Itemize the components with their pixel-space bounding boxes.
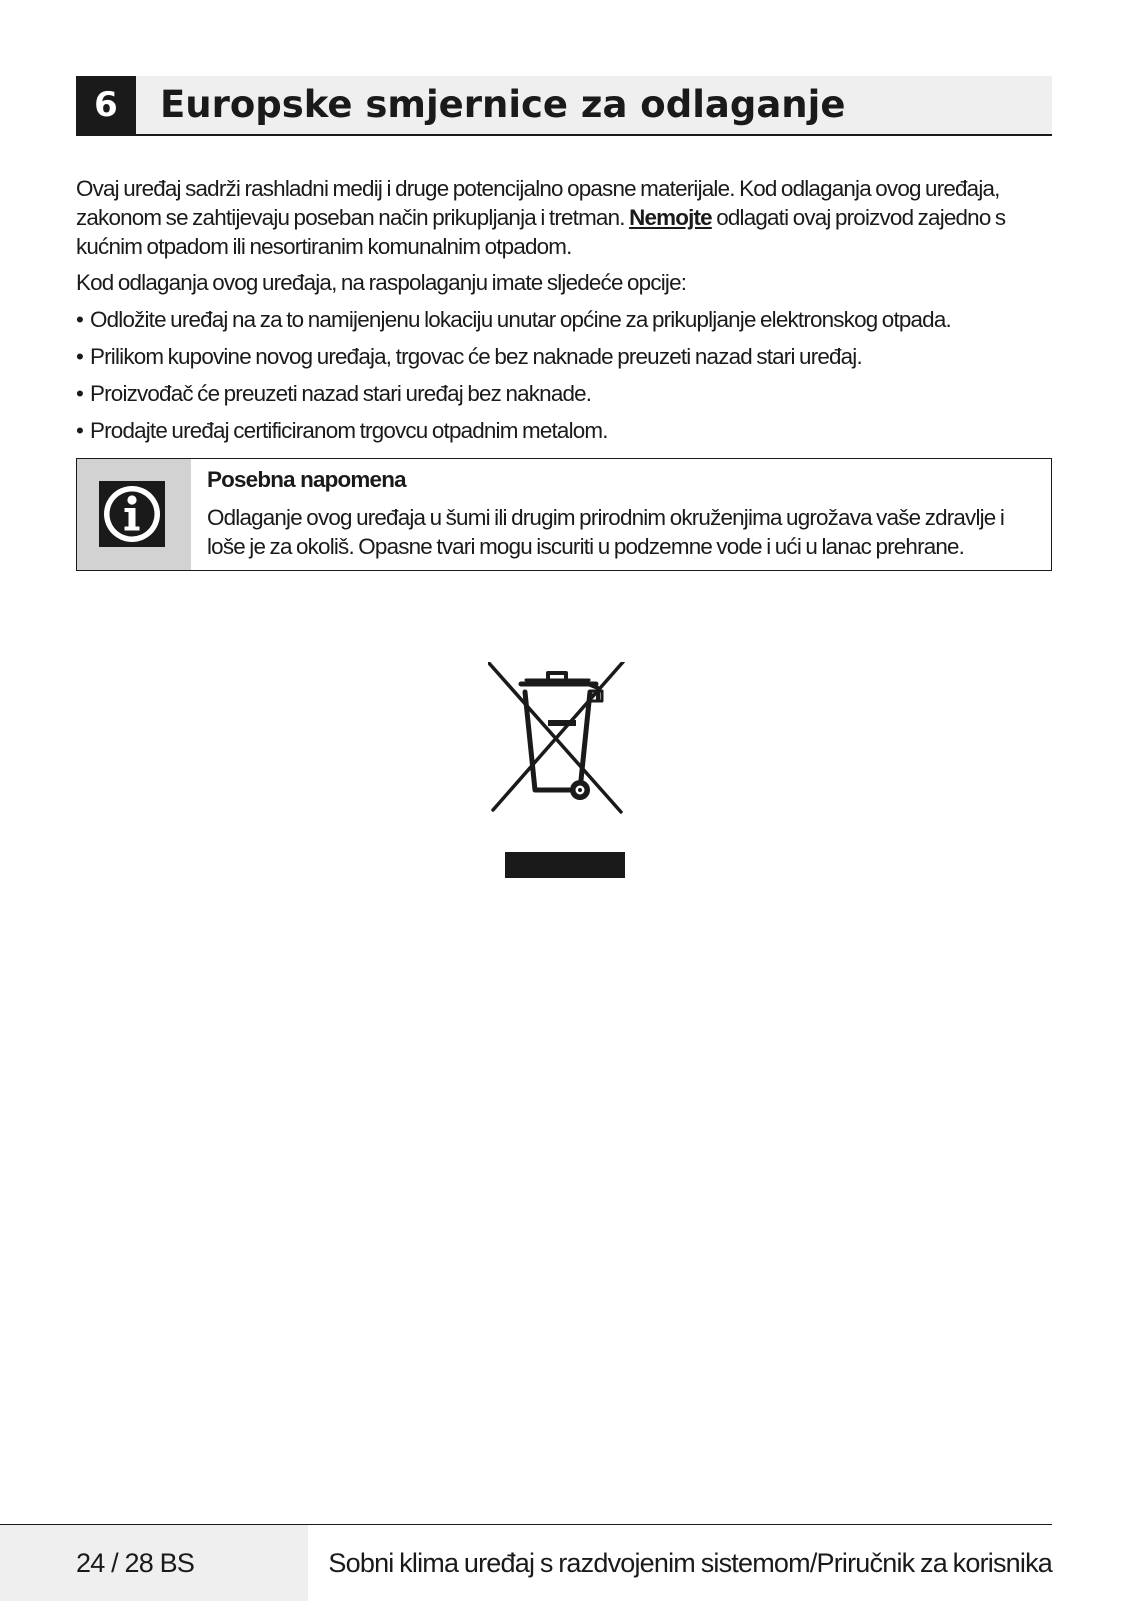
list-item-text: Prilikom kupovine novog uređaja, trgovac će bez naknade preuzeti nazad stari uređaj. (90, 344, 862, 369)
options-list (76, 305, 1066, 453)
bullet: • (76, 418, 84, 443)
options-intro: Kod odlaganja ovog uređaja, na raspolaganju imate sljedeće opcije: (76, 270, 687, 295)
note-text: Odlaganje ovog uređaja u šumi ili drugim prirodnim okruženjima ugrožava vaše zdravlje i loše je za okoliš. Opasne tvari mogu iscuriti u podzemne vode i ući u lanac prehrane. (207, 505, 1005, 559)
list-item-text: Odložite uređaj na za to namijenjenu lokaciju unutar općine za prikupljanje elektronskog otpada. (90, 307, 951, 332)
list-item (76, 342, 1066, 379)
page-number: 24 / 28 BS (76, 1548, 195, 1578)
bullet: • (76, 307, 84, 332)
note-title: Posebna napomena (207, 467, 406, 492)
list-item (76, 416, 1066, 453)
bullet: • (76, 381, 84, 406)
crossed-out-wheelie-bin-icon (488, 662, 638, 882)
intro-text-part-1: Ovaj uređaj sadrži rashladni medij i druge potencijalno opasne materijale. Kod odlaganja ovog uređaja, zakonom se zahtijevaju poseban način prikupljanja i tretman. (76, 176, 1000, 230)
section-title: Europske smjernice za odlaganje (160, 83, 846, 126)
list-item (76, 379, 1066, 416)
bullet: • (76, 344, 84, 369)
intro-emphasis: Nemojte (629, 205, 712, 230)
document-title: Sobni klima uređaj s razdvojenim sistemom/Priručnik za korisnika (328, 1548, 1052, 1578)
info-icon (99, 481, 165, 547)
intro-text-part-2: odlagati ovaj proizvod zajedno s kućnim otpadom ili nesortiranim komunalnim otpadom. (76, 205, 1006, 259)
intro-paragraph (76, 174, 1066, 261)
list-item (76, 305, 1066, 342)
note-icon-cell (77, 459, 191, 570)
section-header (76, 76, 1052, 136)
list-item-text: Proizvođač će preuzeti nazad stari uređaj bez naknade. (90, 381, 592, 406)
special-note-box (76, 458, 1052, 571)
section-number: 6 (76, 76, 136, 136)
list-item-text: Prodajte uređaj certificiranom trgovcu otpadnim metalom. (90, 418, 608, 443)
